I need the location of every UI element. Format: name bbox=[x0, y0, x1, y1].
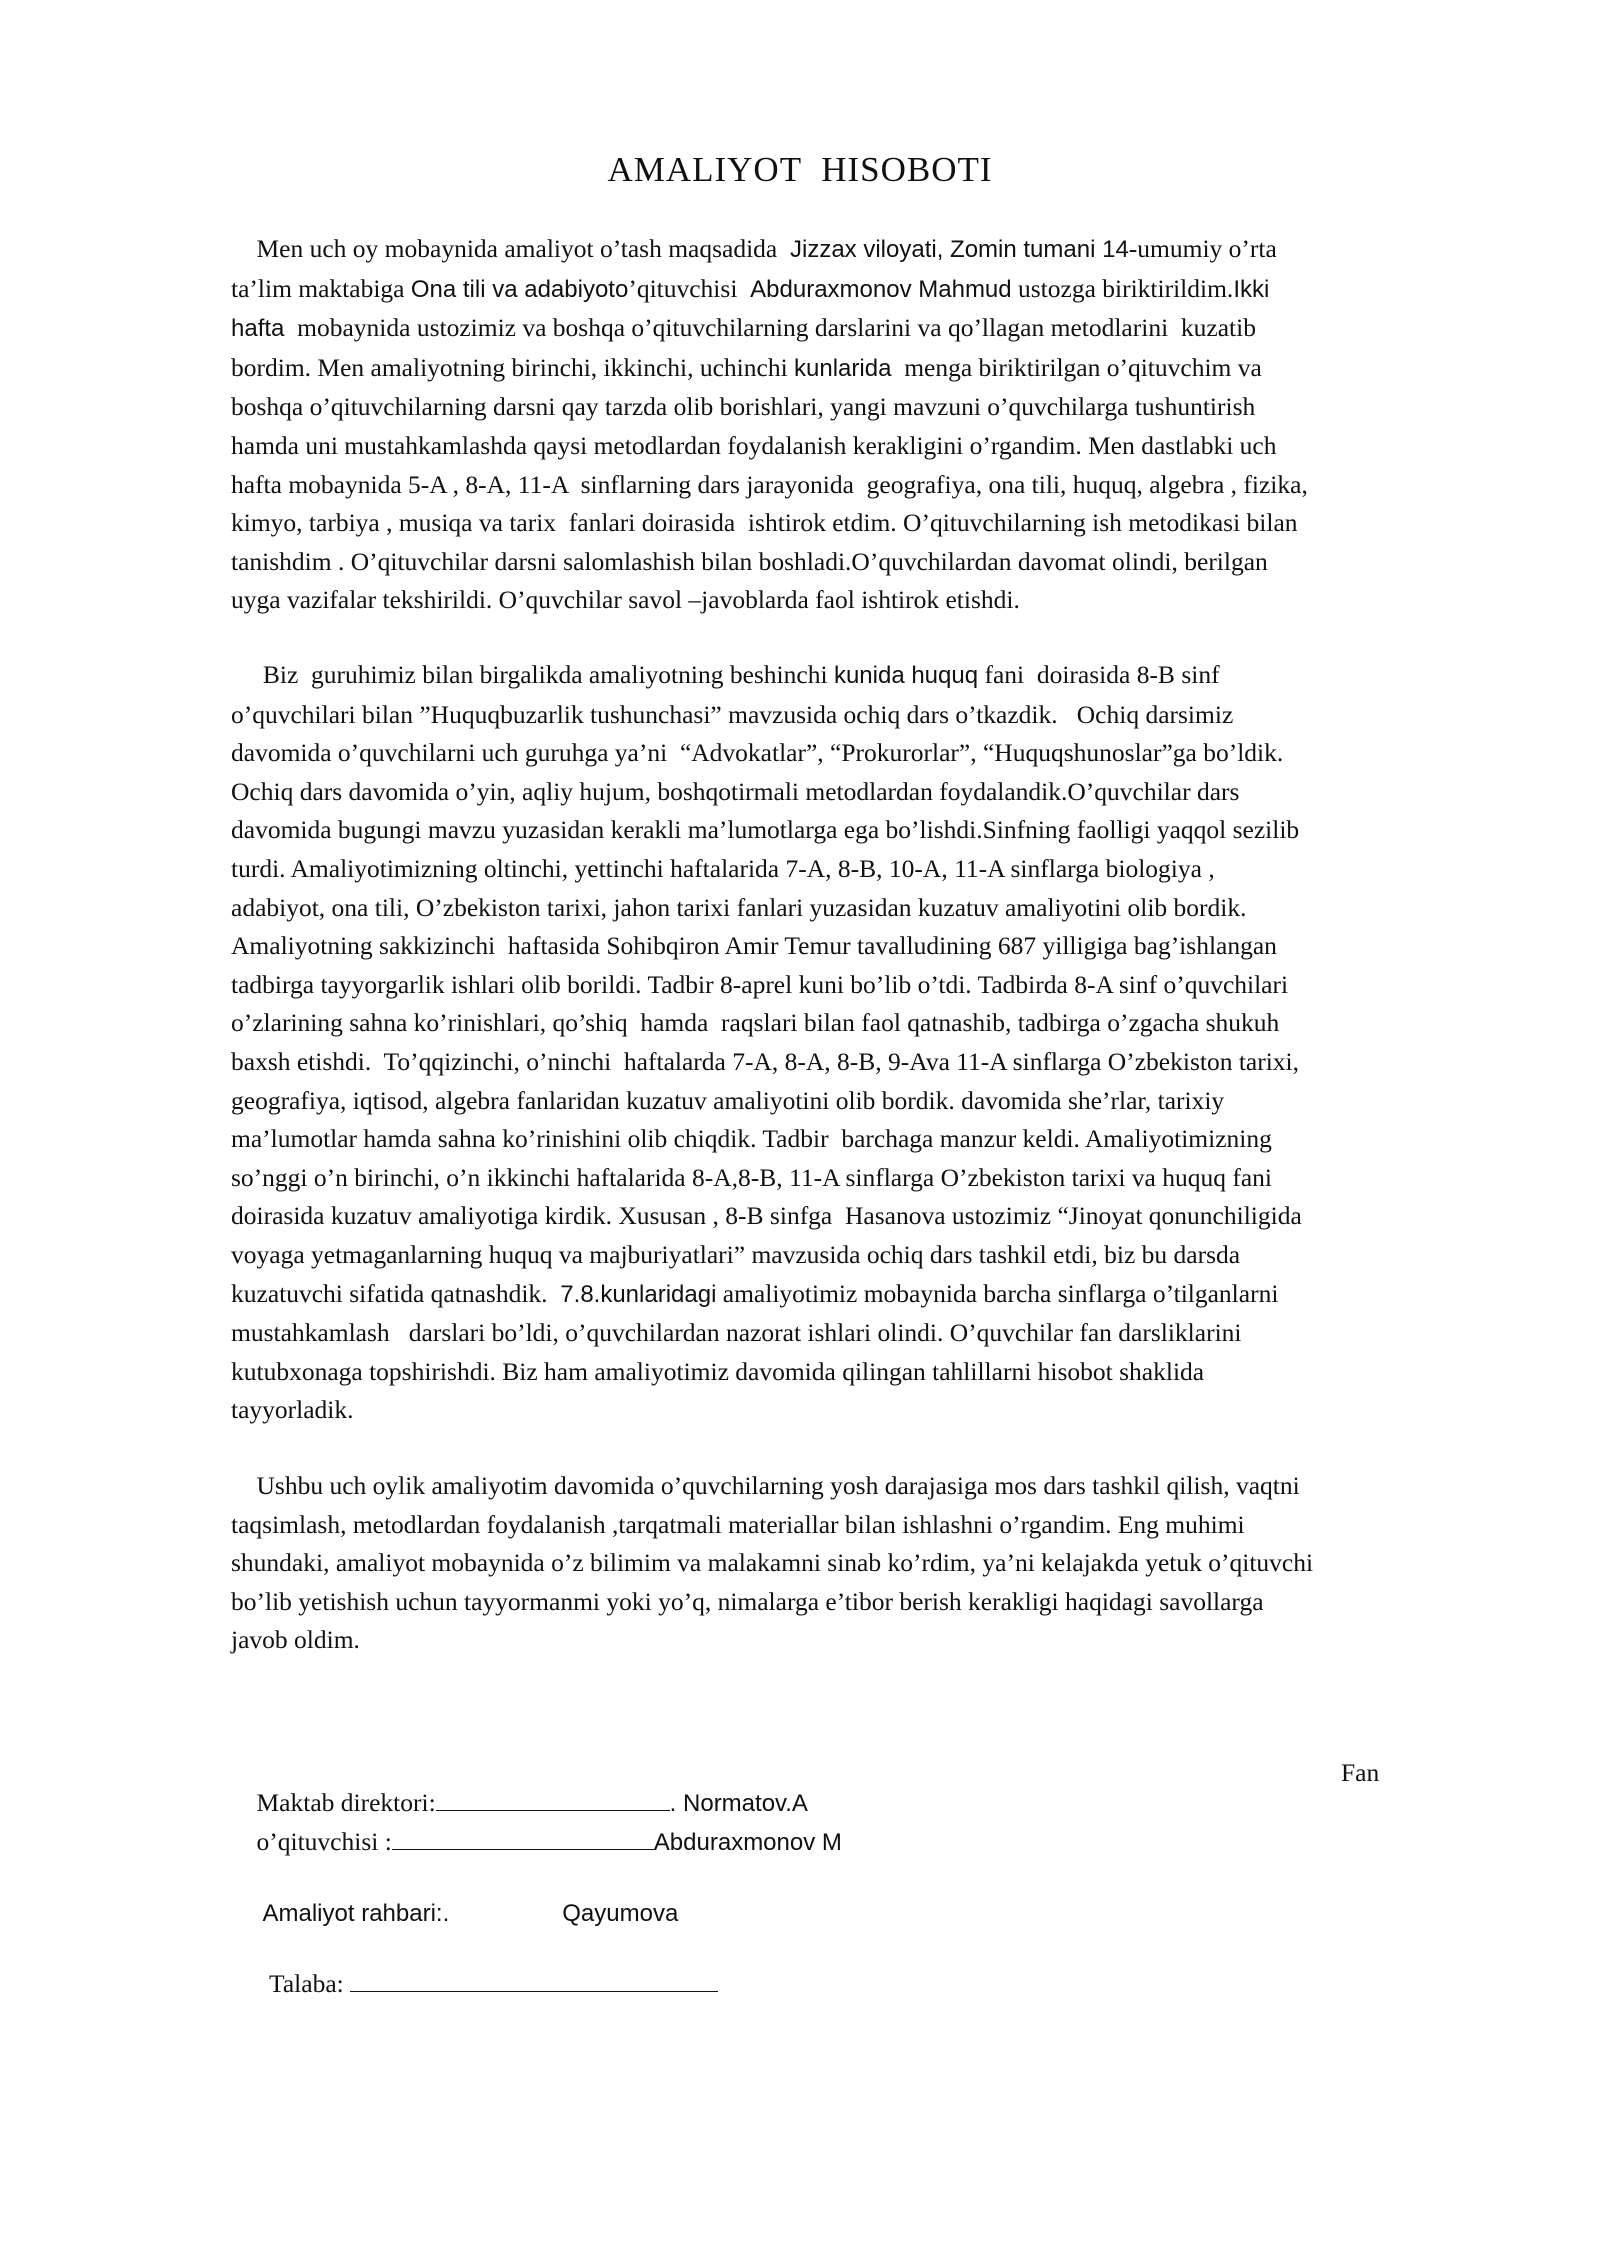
text-segment: fani doirasida 8-B sinf bbox=[978, 660, 1220, 689]
text-line bbox=[231, 1314, 1501, 1353]
text-line bbox=[231, 1159, 1501, 1198]
text-line bbox=[231, 1506, 1501, 1545]
text-segment: ’qituvchisi bbox=[628, 273, 751, 303]
text-line bbox=[231, 1082, 1501, 1121]
text-segment: shundaki, amaliyot mobaynida o’z bilimim va malakamni sinab ko’rdim, ya’ni kelajakda yetuk o’qituvchi bbox=[231, 1548, 1314, 1578]
text-segment: ma’lumotlar hamda sahna ko’rinishini olib chiqdik. Tadbir barchaga manzur keldi. Amaliyotimizning bbox=[231, 1124, 1272, 1154]
teacher-name: Abduraxmonov M bbox=[653, 1829, 842, 1856]
text-segment: davomida bugungi mavzu yuzasidan kerakli ma’lumotlarga ega bo’lishdi.Sinfning faolligi yaqqol sezilib bbox=[231, 815, 1300, 845]
text-line bbox=[231, 1197, 1501, 1236]
text-segment: doirasida kuzatuv amaliyotiga kirdik. Xususan , 8-B sinfga Hasanova ustozimiz “Jinoyat qonunchiligida bbox=[231, 1201, 1302, 1231]
text-line bbox=[231, 581, 1501, 620]
text-segment: Amaliyotning sakkizinchi haftasida Sohibqiron Amir Temur tavalludining 687 yilligiga bag’ishlangan bbox=[231, 931, 1277, 961]
supervisor-name: Qayumova bbox=[562, 1900, 679, 1927]
text-line bbox=[231, 543, 1501, 582]
text-line bbox=[231, 696, 1501, 735]
text-line bbox=[231, 1236, 1501, 1275]
text-segment: turdi. Amaliyotimizning oltinchi, yettinchi haftalarida 7-A, 8-B, 10-A, 11-A sinflarga biologiya , bbox=[231, 853, 1215, 883]
text-segment: ta’lim maktabiga bbox=[231, 273, 411, 303]
text-segment: uyga vazifalar tekshirildi. O’quvchilar savol –javoblarda faol ishtirok etishdi. bbox=[231, 585, 1020, 615]
text-segment: tanishdim . O’qituvchilar darsni salomlashish bilan boshladi.O’quvchilardan davomat olindi, berilgan bbox=[231, 546, 1268, 576]
paragraph-3 bbox=[231, 1467, 1501, 1660]
text-segment: kutubxonaga topshirishdi. Biz ham amaliyotimiz davomida qilingan tahlillarni hisobot shaklida bbox=[231, 1356, 1205, 1386]
text-line bbox=[231, 811, 1501, 850]
text-line bbox=[231, 927, 1501, 966]
text-segment: 7.8.kunlaridagi bbox=[560, 1280, 717, 1308]
text-line bbox=[231, 1621, 1501, 1660]
text-line bbox=[231, 1004, 1501, 1043]
text-line bbox=[231, 773, 1501, 812]
student-label: Talaba: bbox=[269, 1969, 344, 1998]
text-line bbox=[231, 230, 1501, 270]
text-segment: Abduraxmonov Mahmud bbox=[750, 275, 1012, 303]
teacher-label: o’qituvchisi : bbox=[256, 1827, 392, 1856]
text-line bbox=[231, 388, 1501, 427]
text-segment: javob oldim. bbox=[231, 1625, 360, 1655]
text-segment: Biz guruhimiz bilan birgalikda amaliyotning beshinchi bbox=[231, 660, 834, 689]
text-line bbox=[231, 1544, 1501, 1583]
director-label: Maktab direktori: bbox=[256, 1788, 436, 1817]
text-segment: kimyo, tarbiya , musiqa va tarix fanlari doirasida ishtirok etdim. O’qituvchilarning ish metodikasi bilan bbox=[231, 508, 1298, 538]
teacher-label-part1: Fan bbox=[1341, 1758, 1380, 1787]
text-line bbox=[231, 1467, 1501, 1506]
text-line bbox=[231, 1391, 1501, 1430]
text-line bbox=[231, 270, 1501, 310]
text-segment: geografiya, iqtisod, algebra fanlaridan kuzatuv amaliyotini olib bordik. davomida she’rlar, tarixiy bbox=[231, 1085, 1225, 1115]
text-segment: taqsimlash, metodlardan foydalanish ,tarqatmali materiallar bilan ishlashni o’rgandim. Eng muhimi bbox=[231, 1509, 1245, 1539]
text-segment: hafta mobaynida 5-A , 8-A, 11-A sinflarning dars jarayonida geografiya, ona tili, huquq, algebra , fizika, bbox=[231, 469, 1308, 499]
text-segment: Ikki bbox=[1233, 275, 1270, 303]
text-line bbox=[231, 427, 1501, 466]
text-segment: bo’lib yetishish uchun tayyormanmi yoki yo’q, nimalarga e’tibor berish kerakligi haqidagi savollarga bbox=[231, 1586, 1264, 1616]
teacher-signature-blank bbox=[392, 1827, 654, 1850]
text-segment: tadbirga tayyorgarlik ishlari olib borildi. Tadbir 8-aprel kuni bo’lib o’tdi. Tadbirda 8-A sinf o’quvchilari bbox=[231, 969, 1289, 999]
paragraph-2 bbox=[231, 656, 1501, 1430]
text-segment: baxsh etishdi. To’qqizinchi, o’ninchi haftalarda 7-A, 8-A, 8-B, 9-Ava 11-A sinflarga O’zbekiston tarixi, bbox=[231, 1046, 1300, 1076]
text-segment: o’zlarining sahna ko’rinishlari, qo’shiq hamda raqslari bilan faol qatnashib, tadbirga o’zgacha shukuh bbox=[231, 1008, 1280, 1038]
supervisor-label: Amaliyot rahbari:. bbox=[262, 1900, 450, 1927]
text-segment: voyaga yetmaganlarning huquq va majburiyatlari” mavzusida ochiq dars tashkil etdi, biz bu darsda bbox=[231, 1239, 1241, 1269]
text-segment: amaliyotimiz mobaynida barcha sinflarga o’tilganlarni bbox=[716, 1278, 1279, 1308]
text-segment: kunlarida bbox=[794, 354, 892, 382]
student-signature-line bbox=[244, 1939, 718, 2029]
paragraph-1 bbox=[231, 230, 1501, 620]
text-segment: adabiyot, ona tili, O’zbekiston tarixi, jahon tarixi fanlari yuzasidan kuzatuv amaliyotini olib bordik. bbox=[231, 892, 1247, 922]
text-line bbox=[231, 1275, 1501, 1315]
text-line bbox=[231, 1043, 1501, 1082]
text-line bbox=[231, 1120, 1501, 1159]
text-segment: so’nggi o’n birinchi, o’n ikkinchi haftalarida 8-A,8-B, 11-A sinflarga O’zbekiston tarixi va huquq fani bbox=[231, 1162, 1273, 1192]
text-segment: mustahkamlash darslari bo’ldi, o’quvchilardan nazorat ishlari olindi. O’quvchilar fan darsliklarini bbox=[231, 1318, 1242, 1348]
text-segment: davomida o’quvchilarni uch guruhga ya’ni “Advokatlar”, “Prokurorlar”, “Huquqshunoslar”ga bo’ldik. bbox=[231, 738, 1284, 768]
text-line bbox=[231, 309, 1501, 349]
text-line bbox=[231, 850, 1501, 889]
director-name: . Normatov.A bbox=[669, 1790, 808, 1817]
text-segment: tayyorladik. bbox=[231, 1395, 354, 1425]
text-segment: ustozga biriktirildim. bbox=[1011, 273, 1234, 303]
text-segment: Ushbu uch oylik amaliyotim davomida o’quvchilarning yosh darajasiga mos dars tashkil qilish, vaqtni bbox=[231, 1471, 1300, 1500]
text-line bbox=[231, 504, 1501, 543]
text-line bbox=[231, 734, 1501, 773]
text-segment: o’quvchilari bilan ”Huquqbuzarlik tushunchasi” mavzusida ochiq dars o’tkazdik. Ochiq darsimiz bbox=[231, 699, 1234, 729]
text-segment: mobaynida ustozimiz va boshqa o’qituvchilarning darslarini va qo’llagan metodlarini kuzatib bbox=[284, 313, 1256, 343]
text-segment: Ona tili va adabiyoto bbox=[410, 275, 629, 303]
text-line bbox=[231, 1583, 1501, 1622]
text-segment: hafta bbox=[231, 315, 285, 343]
page-title: AMALIYOT HISOBOTI bbox=[607, 150, 993, 189]
text-line bbox=[231, 349, 1501, 389]
text-segment: boshqa o’qituvchilarning darsni qay tarzda olib borishlari, yangi mavzuni o’quvchilarga tushuntirish bbox=[231, 392, 1256, 422]
text-line bbox=[231, 889, 1501, 928]
text-segment: Men uch oy mobaynida amaliyot o’tash maqsadida bbox=[231, 234, 790, 263]
text-line bbox=[231, 656, 1501, 696]
text-line bbox=[231, 966, 1501, 1005]
text-segment: Ochiq dars davomida o’yin, aqliy hujum, boshqotirmali metodlardan foydalandik.O’quvchilar dars bbox=[231, 776, 1240, 806]
text-segment: bordim. Men amaliyotning birinchi, ikkinchi, uchinchi bbox=[231, 352, 795, 382]
text-segment: Jizzax viloyati, Zomin tumani 14 bbox=[790, 236, 1129, 263]
text-segment: kunida huquq bbox=[833, 662, 979, 689]
text-segment: kuzatuvchi sifatida qatnashdik. bbox=[231, 1278, 561, 1308]
text-segment: -umumiy o’rta bbox=[1128, 234, 1277, 263]
text-line bbox=[231, 1353, 1501, 1392]
student-signature-blank bbox=[350, 1969, 718, 1992]
text-segment: hamda uni mustahkamlashda qaysi metodlardan foydalanish kerakligini o’rgandim. Men dastlabki uch bbox=[231, 430, 1277, 460]
text-line bbox=[231, 466, 1501, 505]
text-segment: menga biriktirilgan o’qituvchim va bbox=[891, 352, 1262, 382]
